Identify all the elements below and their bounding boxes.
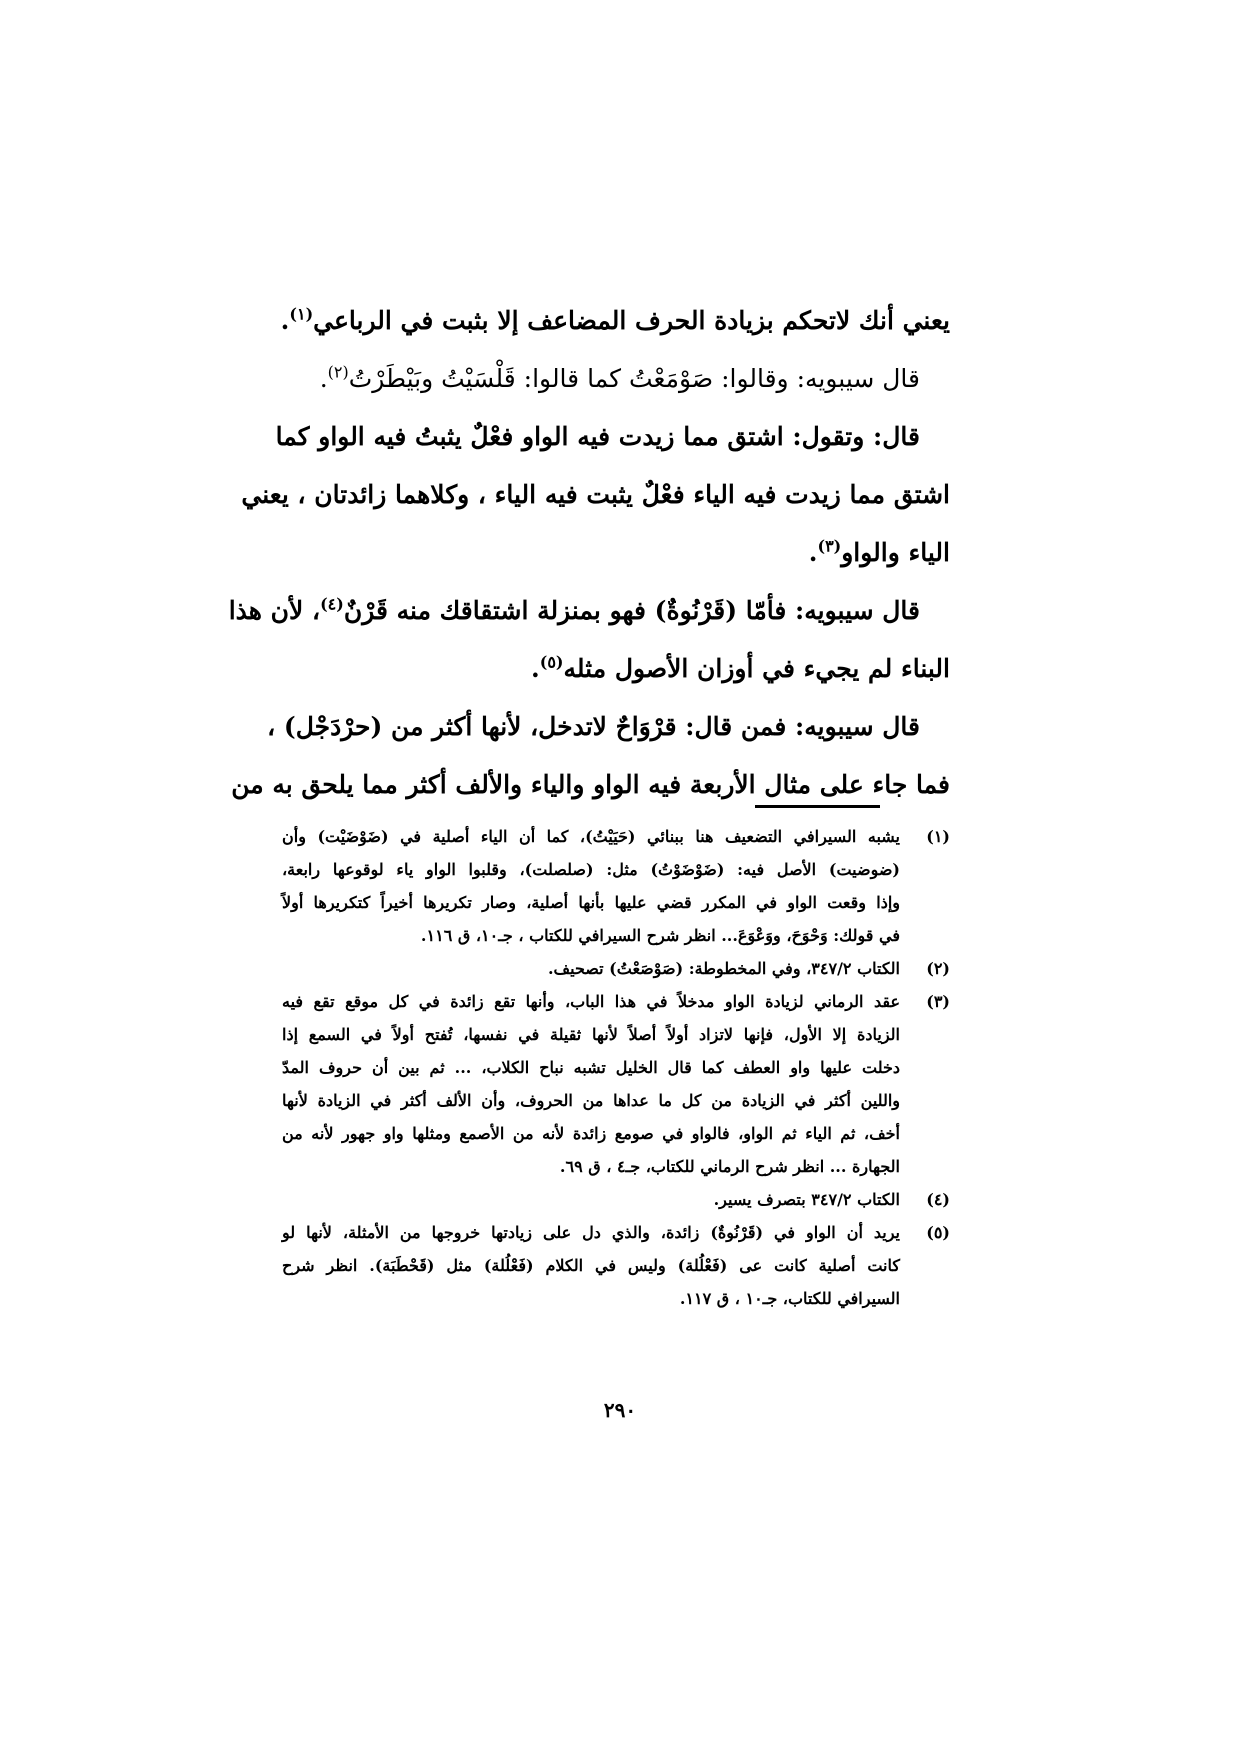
footnote-line: (ضوضيت) الأصل فيه: (ضَوْضَوْتُ) مثل: (صلصلت)، وقلبوا الواو ياء لوقوعها رابعة، xyxy=(282,860,900,879)
main-line-8-text: قال سيبويه: فمن قال: قرْوَاحٌ لاتدخل، لأنها أكثر من (حرْدَجْل) ، xyxy=(267,712,920,741)
main-text-block xyxy=(228,292,950,814)
main-line-8 xyxy=(267,698,950,756)
footnote-separator xyxy=(755,805,880,808)
footnote-5 xyxy=(282,1216,950,1315)
footnote-ref-2: (٢) xyxy=(327,362,349,382)
main-line-7-text: البناء لم يجيء في أوزان الأصول مثله xyxy=(563,654,950,683)
footnote-line: يريد أن الواو في (قَرْنُوةٌ) زائدة، والذي دل على زيادتها خروجها من الأمثلة، لأنها لو xyxy=(282,1223,900,1242)
footnote-line: الزيادة إلا الأول، فإنها لاتزاد أولاً أصلاً لأنها ثقيلة في نفسها، تُفتح أولاً في السمع إذا xyxy=(282,1025,900,1044)
main-line-2-text: قال سيبويه: وقالوا: صَوْمَعْتُ كما قالوا: قَلْسَيْتُ وبَيْطَرْتُ xyxy=(348,364,920,393)
main-line-6 xyxy=(228,582,950,640)
main-line-5-tail: . xyxy=(808,538,818,567)
main-line-7-tail: . xyxy=(531,654,540,683)
footnote-line: يشبه السيرافي التضعيف هنا ببنائي (حَيَيْتُ)، كما أن الياء أصلية في (ضَوْضَيْت) وأن xyxy=(282,827,900,846)
footnote-4 xyxy=(282,1183,950,1216)
footnote-number: (٤) xyxy=(926,1190,950,1209)
footnote-number: (٢) xyxy=(926,959,950,978)
footnote-ref-3: (٣) xyxy=(817,536,842,556)
footnote-number: (٥) xyxy=(926,1223,950,1242)
footnote-ref-1: (١) xyxy=(289,304,314,324)
footnote-line: في قولك: وَحْوَحَ، ووَعْوَعَ... انظر شرح السيرافي للكتاب ، جـ١٠، ق ١١٦. xyxy=(420,926,900,945)
main-line-6-tail: ، لأن هذا xyxy=(228,596,321,625)
footnote-ref-4: (٤) xyxy=(320,594,344,614)
main-line-4 xyxy=(241,466,950,524)
footnote-line: واللين أكثر في الزيادة من كل ما عداها من الحروف، وأن الألف أكثر في الزيادة لأنها xyxy=(282,1091,900,1110)
footnote-line: عقد الرماني لزيادة الواو مدخلاً في هذا الباب، وأنها تقع زائدة في كل موقع تقع فيه xyxy=(282,992,900,1011)
main-line-2 xyxy=(285,350,950,408)
main-line-5-text: الياء والواو xyxy=(841,538,950,567)
footnote-line: دخلت عليها واو العطف كما قال الخليل تشبه نباح الكلاب، ... ثم بين أن حروف المدّ xyxy=(282,1058,901,1077)
main-line-5 xyxy=(285,524,950,582)
footnote-1 xyxy=(282,820,950,952)
main-line-9-text: فما جاء على مثال الأربعة فيه الواو والياء والألف أكثر مما يلحق به من xyxy=(231,770,950,799)
footnote-line: السيرافي للكتاب، جـ١٠ ، ق ١١٧. xyxy=(679,1289,900,1308)
main-line-7 xyxy=(285,640,950,698)
main-line-4-text: اشتق مما زيدت فيه الياء فعْلٌ يثبت فيه الياء ، وكلاهما زائدتان ، يعني xyxy=(241,480,950,509)
footnote-number: (١) xyxy=(926,827,950,846)
main-line-2-tail: . xyxy=(319,364,328,393)
main-line-1 xyxy=(280,292,950,350)
footnote-line: وإذا وقعت الواو في المكرر قضي عليها بأنها أصلية، وصار تكريرها أخيراً كتكريرها أولاً xyxy=(282,893,900,912)
main-line-3 xyxy=(275,408,950,466)
footnote-ref-5: (٥) xyxy=(539,652,564,672)
footnote-number: (٣) xyxy=(926,992,950,1011)
main-line-6-text: قال سيبويه: فأمّا (قَرْنُوةٌ) فهو بمنزلة اشتقاقك منه قَرْنٌ xyxy=(343,596,920,625)
page-number: ٢٩٠ xyxy=(603,1398,637,1422)
footnote-line: أخف، ثم الياء ثم الواو، فالواو في صومع زائدة لأنه من الأصمع ومثلها واو جهور لأنه من xyxy=(282,1124,900,1143)
footnote-line: الجهارة ... انظر شرح الرماني للكتاب، جـ٤ ، ق ٦٩. xyxy=(559,1157,900,1176)
footnote-line: الكتاب ٣٤٧/٢، وفي المخطوطة: (صَوْصَعْتُ) تصحيف. xyxy=(547,959,900,978)
footnote-3 xyxy=(282,985,950,1183)
footnote-line: كانت أصلية كانت عى (فَعْلُلة) وليس في الكلام (فَعْلُلة) مثل (قَحْطَبَة). انظر شرح xyxy=(282,1256,900,1275)
footnote-2 xyxy=(282,952,950,985)
main-line-3-text: قال: وتقول: اشتق مما زيدت فيه الواو فعْلٌ يثبتُ فيه الواو كما xyxy=(275,422,920,451)
main-line-1-text: يعني أنك لاتحكم بزيادة الحرف المضاعف إلا بثبت في الرباعي xyxy=(313,306,950,335)
footnote-line: الكتاب ٣٤٧/٢ بتصرف يسير. xyxy=(713,1190,900,1209)
footnotes-block xyxy=(282,820,950,1315)
main-line-1-tail: . xyxy=(280,306,290,335)
